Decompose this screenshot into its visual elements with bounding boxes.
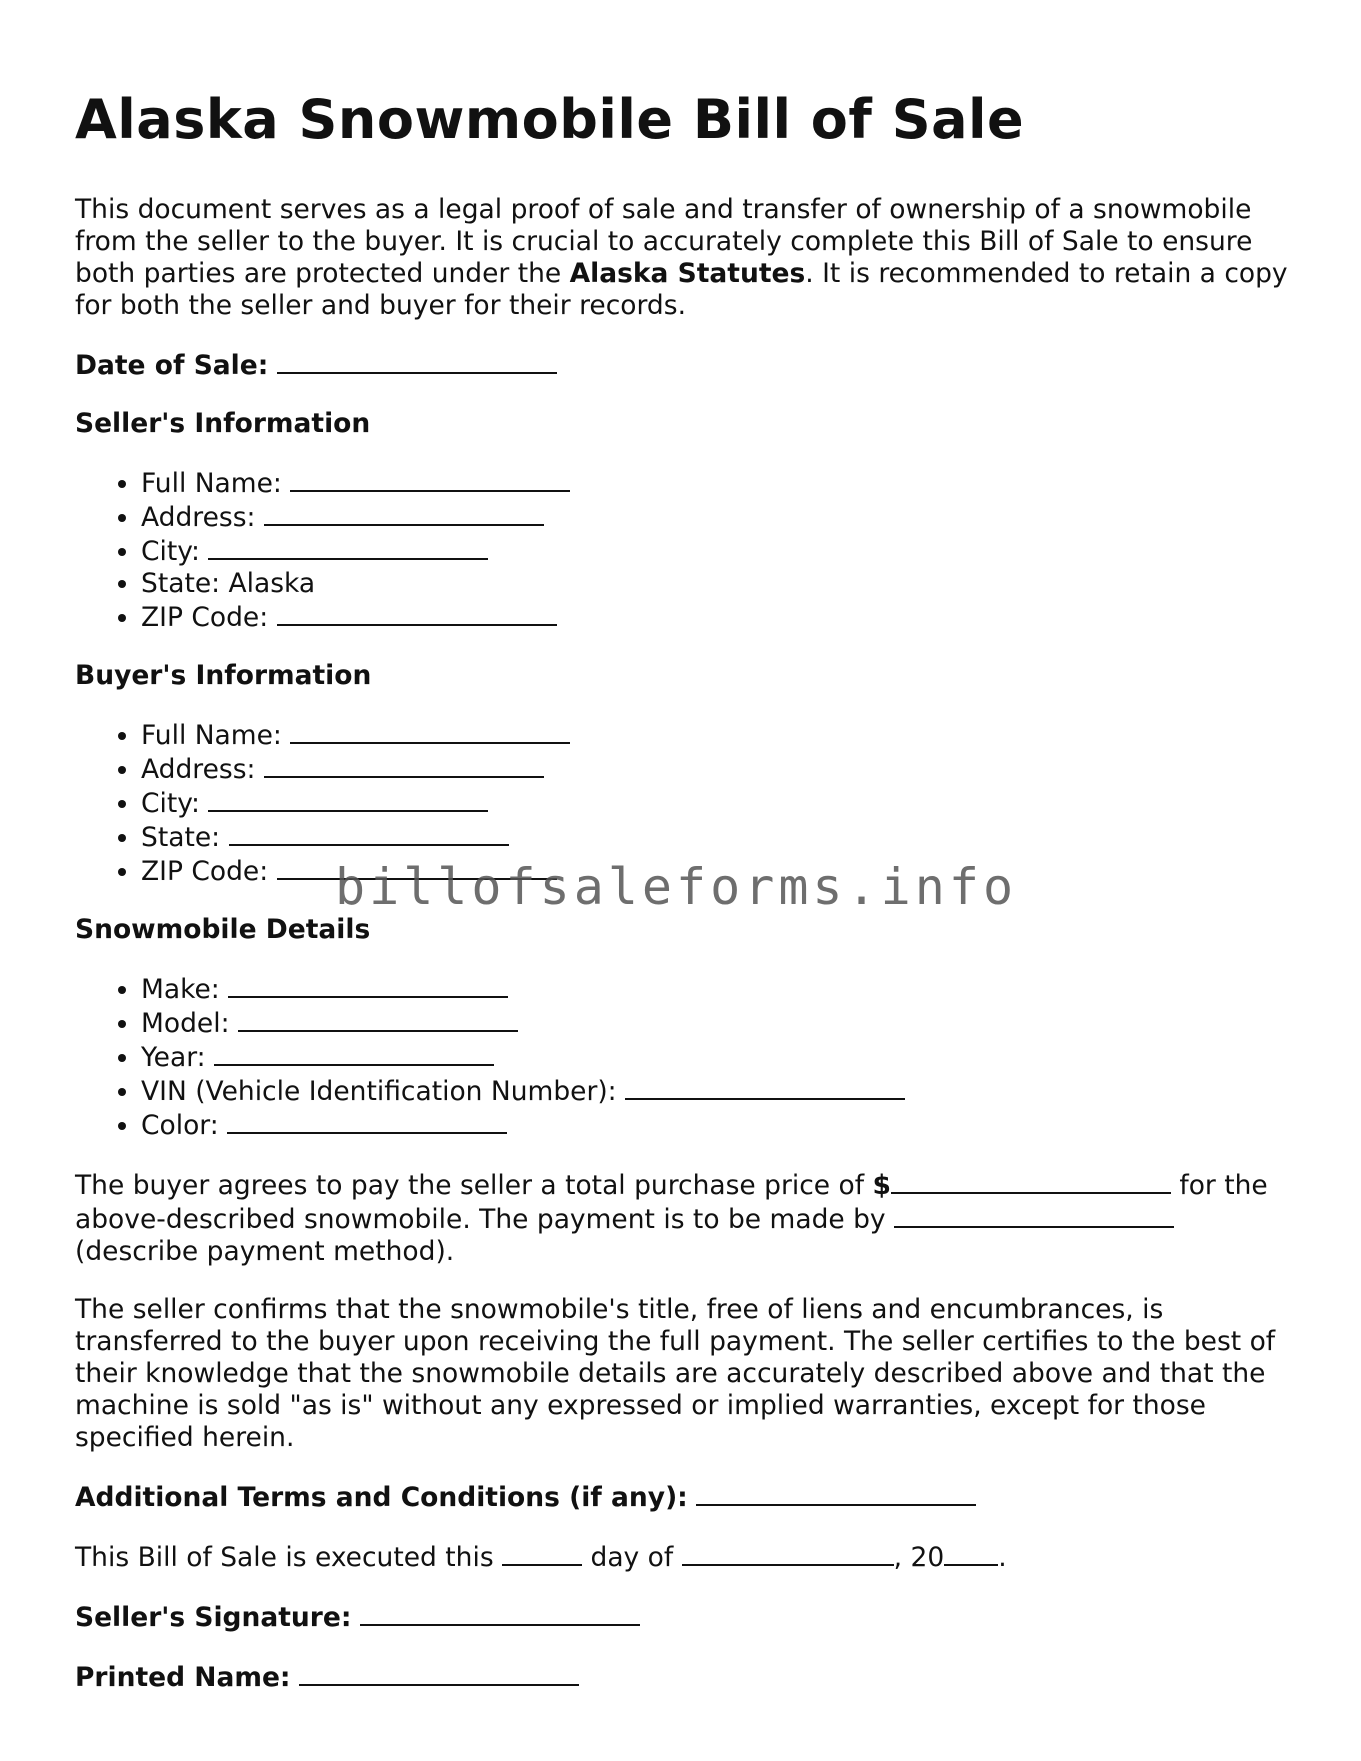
seller-state-item: • State: Alaska [141,568,1295,600]
buyer-state-field[interactable] [229,820,509,846]
price-currency: $ [872,1170,891,1201]
document-title: Alaska Snowmobile Bill of Sale [75,88,1025,151]
executed-paragraph: This Bill of Sale is executed this day of , 20 . [75,1542,1007,1573]
buyer-full-name-item: • Full Name: [141,718,1295,752]
seller-heading: Seller's Information [75,408,371,439]
executed-year-field[interactable] [944,1540,998,1566]
payment-method-field[interactable] [894,1202,1174,1228]
snowmobile-vin-item: • VIN (Vehicle Identification Number): [141,1074,1295,1108]
additional-terms-label: Additional Terms and Conditions (if any): [75,1482,688,1513]
date-of-sale-line [75,348,1295,382]
executed-month-field[interactable] [682,1540,894,1566]
buyer-heading: Buyer's Information [75,660,372,691]
watermark: billofsaleforms.info [335,858,1018,916]
additional-terms-line [75,1480,1295,1514]
printed-name-field[interactable] [299,1660,579,1686]
seller-zip-item: • ZIP Code: [141,600,1295,634]
buyer-city-item: • City: [141,786,1295,820]
seller-signature-field[interactable] [360,1600,640,1626]
seller-list [75,466,1295,634]
executed-day-field[interactable] [502,1540,582,1566]
seller-address-field[interactable] [264,500,544,526]
buyer-address-field[interactable] [264,752,544,778]
intro-paragraph: This document serves as a legal proof of sale and transfer of ownership of a snowmobile from the seller to the buyer. It is crucial to accurately complete this Bill of Sale to ensure both parties are protected under the Alaska Statutes. It is recommended to retain a copy for both the seller and buyer for their records. [75,194,1288,321]
seller-signature-label: Seller's Signature: [75,1602,352,1633]
alaska-statutes-bold: Alaska Statutes [569,258,806,289]
snowmobile-model-field[interactable] [238,1006,518,1032]
price-field[interactable] [891,1168,1171,1194]
snowmobile-vin-field[interactable] [625,1074,905,1100]
buyer-city-field[interactable] [208,786,488,812]
seller-full-name-item: • Full Name: [141,466,1295,500]
seller-city-item: • City: [141,534,1295,568]
snowmobile-color-item: • Color: [141,1108,1295,1142]
seller-address-item: • Address: [141,500,1295,534]
buyer-zip-item: • ZIP Code: [141,854,1295,888]
price-paragraph: The buyer agrees to pay the seller a total purchase price of $ for the above-described snowmobile. The payment is to be made by (describe payment method). [75,1170,1268,1267]
date-of-sale-field[interactable] [277,348,557,374]
snowmobile-list [75,972,1295,1142]
snowmobile-year-item: • Year: [141,1040,1295,1074]
snowmobile-model-item: • Model: [141,1006,1295,1040]
printed-name-label: Printed Name: [75,1662,291,1693]
seller-zip-field[interactable] [277,600,557,626]
seller-signature-line [75,1600,1295,1634]
date-of-sale-label: Date of Sale: [75,350,269,381]
printed-name-line [75,1660,1295,1694]
seller-confirm-paragraph: The seller confirms that the snowmobile's title, free of liens and encumbrances, is transferred to the buyer upon receiving the full payment. The seller certifies to the best of their knowledge that the snowmobile details are accurately described above and that the machine is sold "as is" without any expressed or implied warranties, except for those specified herein. [75,1294,1276,1453]
snowmobile-heading: Snowmobile Details [75,914,371,945]
buyer-state-item: • State: [141,820,1295,854]
snowmobile-make-item: • Make: [141,972,1295,1006]
seller-full-name-field[interactable] [290,466,570,492]
snowmobile-color-field[interactable] [227,1108,507,1134]
seller-city-field[interactable] [208,534,488,560]
snowmobile-year-field[interactable] [214,1040,494,1066]
additional-terms-field[interactable] [696,1480,976,1506]
buyer-full-name-field[interactable] [290,718,570,744]
snowmobile-make-field[interactable] [228,972,508,998]
buyer-address-item: • Address: [141,752,1295,786]
